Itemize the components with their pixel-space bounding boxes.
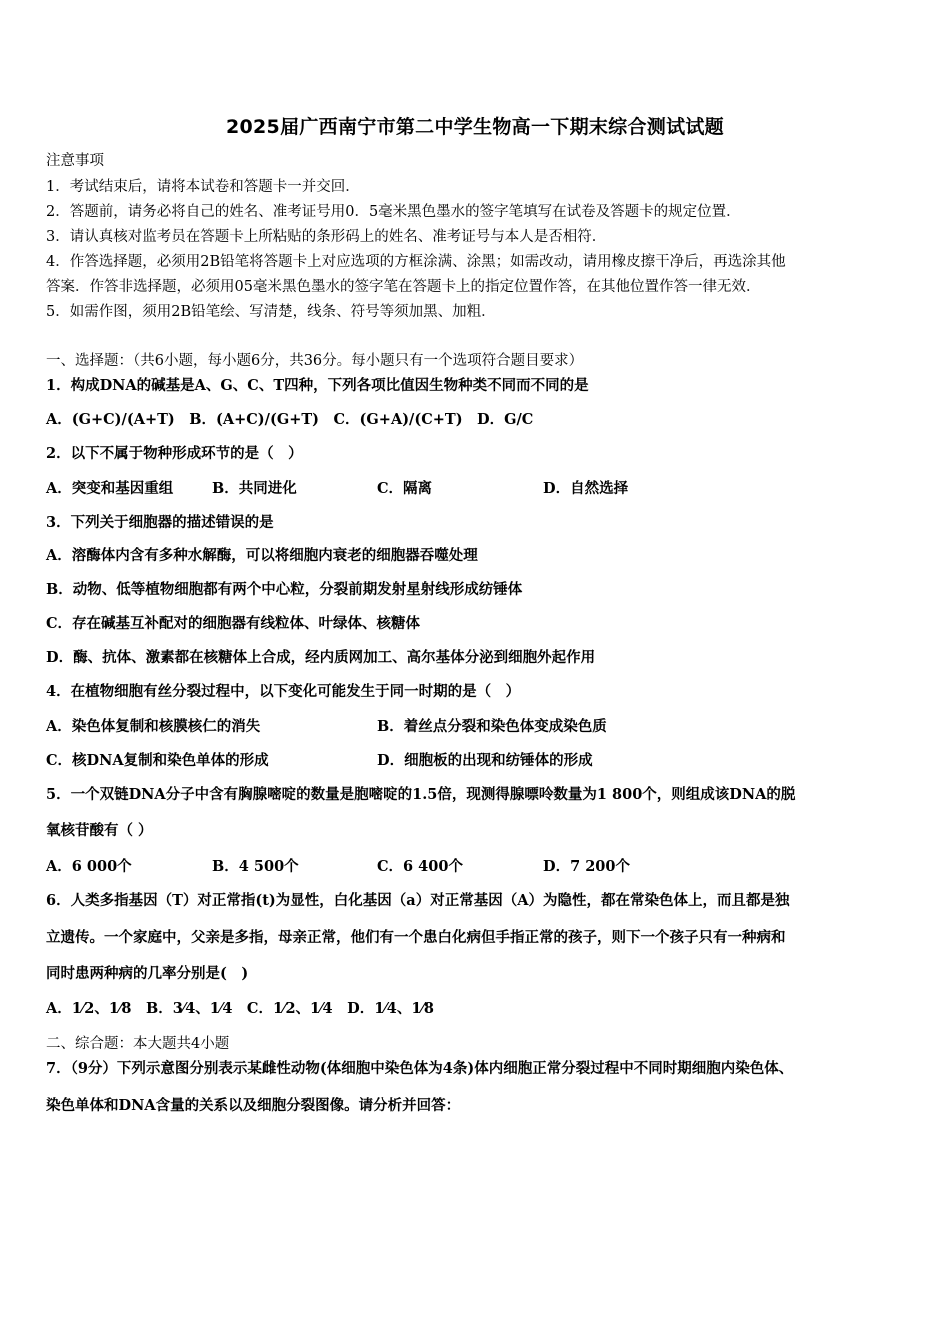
question-stem: 2．以下不属于物种形成环节的是（ ） bbox=[46, 445, 303, 462]
notice-item: 答案．作答非选择题，必须用05毫米黑色墨水的签字笔在答题卡上的指定位置作答，在其他位置作答一律无效． bbox=[46, 279, 761, 295]
option-a: A．突变和基因重组 bbox=[46, 480, 174, 497]
question-stem: 4．在植物细胞有丝分裂过程中，以下变化可能发生于同一时期的是（ ） bbox=[46, 683, 521, 700]
notice-item: 1．考试结束后，请将本试卷和答题卡一并交回． bbox=[46, 179, 360, 195]
question-options: A．(G+C)/(A+T) B．(A+C)/(G+T) C．(G+A)/(C+T) D．G/C bbox=[46, 411, 534, 428]
notice-item: 4．作答选择题，必须用2B铅笔将答题卡上对应选项的方框涂满、涂黑；如需改动，请用橡皮擦干净后，再选涂其他 bbox=[46, 254, 786, 270]
option-c: C．6 400个 bbox=[377, 858, 463, 875]
option-d: D．酶、抗体、激素都在核糖体上合成，经内质网加工、高尔基体分泌到细胞外起作用 bbox=[46, 649, 596, 666]
question-stem: 同时患两种病的几率分别是( ) bbox=[46, 965, 249, 982]
option-b: B．动物、低等植物细胞都有两个中心粒，分裂前期发射星射线形成纺锤体 bbox=[46, 581, 523, 598]
question-stem: 6．人类多指基因（T）对正常指(t)为显性，白化基因（a）对正常基因（A）为隐性，都在常染色体上，而且都是独 bbox=[46, 892, 790, 909]
section-heading: 一、选择题：（共6小题，每小题6分，共36分。每小题只有一个选项符合题目要求） bbox=[46, 353, 584, 369]
option-a: A．染色体复制和核膜核仁的消失 bbox=[46, 718, 261, 735]
notice-heading: 注意事项 bbox=[46, 153, 104, 169]
section-heading: 二、综合题：本大题共4小题 bbox=[46, 1036, 230, 1052]
question-stem: 立遗传。一个家庭中，父亲是多指，母亲正常，他们有一个患白化病但手指正常的孩子，则下一个孩子只有一种病和 bbox=[46, 929, 786, 946]
question-stem: 7．（9分）下列示意图分别表示某雌性动物(体细胞中染色体为4条)体内细胞正常分裂过程中不同时期细胞内染色体、 bbox=[46, 1060, 794, 1077]
question-stem: 1．构成DNA的碱基是A、G、C、T四种，下列各项比值因生物种类不同而不同的是 bbox=[46, 377, 589, 394]
option-b: B．共同进化 bbox=[212, 480, 297, 497]
question-stem: 氧核苷酸有（ ） bbox=[46, 822, 153, 839]
question-options: A．1⁄2、1⁄8 B．3⁄4、1⁄4 C．1⁄2、1⁄4 D．1⁄4、1⁄8 bbox=[46, 1000, 434, 1017]
option-c: C．核DNA复制和染色单体的形成 bbox=[46, 752, 269, 769]
question-stem: 3．下列关于细胞器的描述错误的是 bbox=[46, 514, 274, 531]
option-d: D．自然选择 bbox=[543, 480, 629, 497]
question-stem: 5．一个双链DNA分子中含有胸腺嘧啶的数量是胞嘧啶的1.5倍，现测得腺嘌呤数量为1 800个，则组成该DNA的脱 bbox=[46, 786, 796, 803]
notice-item: 3．请认真核对监考员在答题卡上所粘贴的条形码上的姓名、准考证号与本人是否相符． bbox=[46, 229, 607, 245]
page-title: 2025届广西南宁市第二中学生物高一下期末综合测试试题 bbox=[226, 116, 724, 138]
question-stem: 染色单体和DNA含量的关系以及细胞分裂图像。请分析并回答： bbox=[46, 1097, 461, 1114]
notice-item: 5．如需作图，须用2B铅笔绘、写清楚，线条、符号等须加黑、加粗． bbox=[46, 304, 496, 320]
option-a: A．6 000个 bbox=[46, 858, 132, 875]
option-d: D．7 200个 bbox=[543, 858, 630, 875]
notice-item: 2．答题前，请务必将自己的姓名、准考证号用0．5毫米黑色墨水的签字笔填写在试卷及答题卡的规定位置． bbox=[46, 204, 741, 220]
option-a: A．溶酶体内含有多种水解酶，可以将细胞内衰老的细胞器吞噬处理 bbox=[46, 547, 478, 564]
option-c: C．隔离 bbox=[377, 480, 433, 497]
option-b: B．4 500个 bbox=[212, 858, 299, 875]
option-c: C．存在碱基互补配对的细胞器有线粒体、叶绿体、核糖体 bbox=[46, 615, 421, 632]
option-d: D．细胞板的出现和纺锤体的形成 bbox=[377, 752, 593, 769]
option-b: B．着丝点分裂和染色体变成染色质 bbox=[377, 718, 607, 735]
